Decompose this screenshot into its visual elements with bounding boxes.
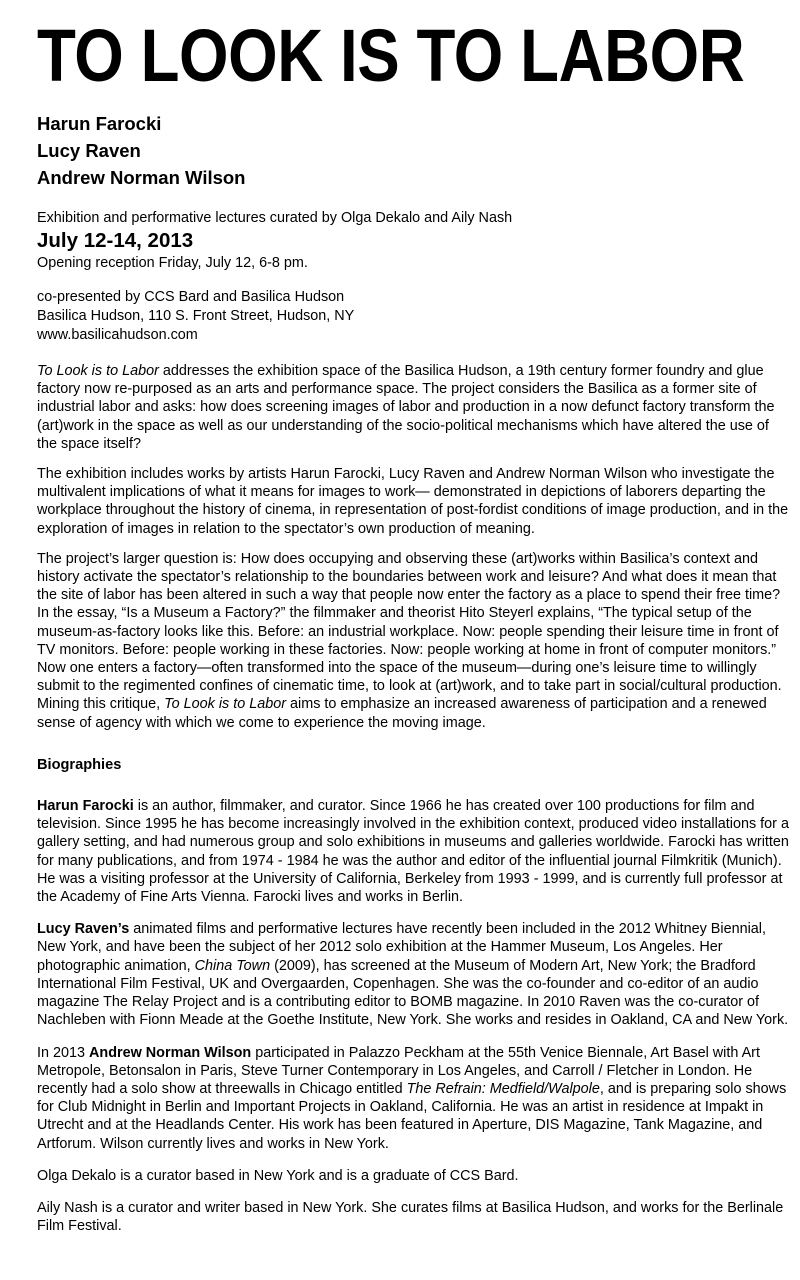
bio-raven: Lucy Raven’s animated films and performative lectures have recently been included in the 2012 Whitney Biennial, New York, and have been the subject of her 2012 solo exhibition at the Hammer Museum, Los Angeles. Her photographic animation, China Town (2009), has screened at the Museum of Modern Art, New York; the Bradford International Film Festival, UK and Overgaarden, Copenhagen. She was the co-founder and co-editor of an audio magazine The Relay Project and is a contributing editor to BOMB magazine. In 2010 Raven was the co-curator of Nachleben with Fionn Meade at the Goethe Institute, New York. She works and resides in Oakland, CA and New York. xyxy=(37,921,789,1029)
question-paragraph: The project’s larger question is: How does occupying and observing these (art)works within Basilica’s context and history activate the spectator’s relationship to the boundaries between work and leisure? And what does it mean that the site of labor has been altered in such a way that people now enter the factory as a place to spend their free time? In the essay, “Is a Museum a Factory?” the filmmaker and theorist Hito Steyerl explains, “The typical setup of the museum-as-factory looks like this. Before: an industrial workplace. Now: people spending their leisure time in front of TV monitors. Before: people working in these factories. Now: people working at home in front of computer monitors.” Now one enters a factory—often transformed into the space of the museum—during one’s leisure time to willingly submit to the regimented confines of cinematic time, to look at (art)work, and to take part in social/cultural production. Mining this critique, To Look is to Labor aims to emphasize an increased awareness of participation and a renewed sense of agency with which we come to experience the moving image. xyxy=(37,550,782,731)
venue-address-line: Basilica Hudson, 110 S. Front Street, Hudson, NY xyxy=(37,308,355,324)
website-url: www.basilicahudson.com xyxy=(37,327,198,343)
artist-name-farocki: Harun Farocki xyxy=(37,113,162,134)
exhibition-dates: July 12-14, 2013 xyxy=(37,229,194,252)
page-title xyxy=(37,14,789,97)
biographies-heading: Biographies xyxy=(37,756,122,773)
body-copy xyxy=(37,362,789,1235)
artist-list xyxy=(37,110,789,191)
reception-line: Opening reception Friday, July 12, 6-8 pm. xyxy=(37,255,308,271)
presenter-block xyxy=(37,288,789,345)
bio-farocki: Harun Farocki is an author, filmmaker, and curator. Since 1966 he has created over 100 productions for film and television. Since 1995 he has become increasingly involved in the exhibition context, produced video installations for a gallery setting, and had numerous group and solo exhibitions in museums and galleries worldwide. Farocki has written for many publications, and from 1974 - 1984 he was the author and editor of the influential journal Filmkritik (Munich). He was a visiting professor at the University of California, Berkeley from 1993 - 1999, and is currently full professor at the Academy of Fine Arts Vienna. Farocki lives and works in Berlin. xyxy=(37,798,789,906)
curators-line: Exhibition and performative lectures curated by Olga Dekalo and Aily Nash xyxy=(37,210,513,226)
intro-paragraph: To Look is to Labor addresses the exhibition space of the Basilica Hudson, a 19th century former foundry and glue factory now re-purposed as an arts and performance space. The project considers the Basilica as a former site of industrial labor and asks: how does screening images of labor and production in a now defunct factory transform the (art)work in the space as well as our understanding of the socio-political mechanisms which have altered the use of the space itself? xyxy=(37,363,775,452)
bio-nash: Aily Nash is a curator and writer based in New York. She curates films at Basilica Hudson, and works for the Berlinale Film Festival. xyxy=(37,1199,784,1235)
exhibition-paragraph: The exhibition includes works by artists Harun Farocki, Lucy Raven and Andrew Norman Wilson who investigate the multivalent implications of what it means for images to work— demonstrated in depictions of laborers departing the workplace throughout the history of cinema, in representation of post-fordist conditions of image production, and in the exploration of images in relation to the spectator’s own production of meaning. xyxy=(37,466,789,537)
artist-name-raven: Lucy Raven xyxy=(37,140,141,161)
bio-dekalo: Olga Dekalo is a curator based in New York and is a graduate of CCS Bard. xyxy=(37,1167,519,1184)
artist-name-wilson: Andrew Norman Wilson xyxy=(37,167,246,188)
bio-wilson: In 2013 Andrew Norman Wilson participated in Palazzo Peckham at the 55th Venice Biennale, Art Basel with Art Metropole, Betonsalon in Paris, Steve Turner Contemporary in Los Angeles, and Carroll / Fletcher in London. He recently had a solo show at threewalls in Chicago entitled The Refrain: Medfield/Walpole, and is preparing solo shows for Club Midnight in Berlin and Important Projects in Oakland, California. He was an artist in residence at Impakt in Utrecht and at the Headlands Center. His work has been featured in Aperture, DIS Magazine, Tank Magazine, and Artforum. Wilson currently lives and works in New York. xyxy=(37,1044,787,1152)
page-title-text: TO LOOK IS TO LABOR xyxy=(37,14,745,97)
presenter-line: co-presented by CCS Bard and Basilica Hudson xyxy=(37,289,345,305)
